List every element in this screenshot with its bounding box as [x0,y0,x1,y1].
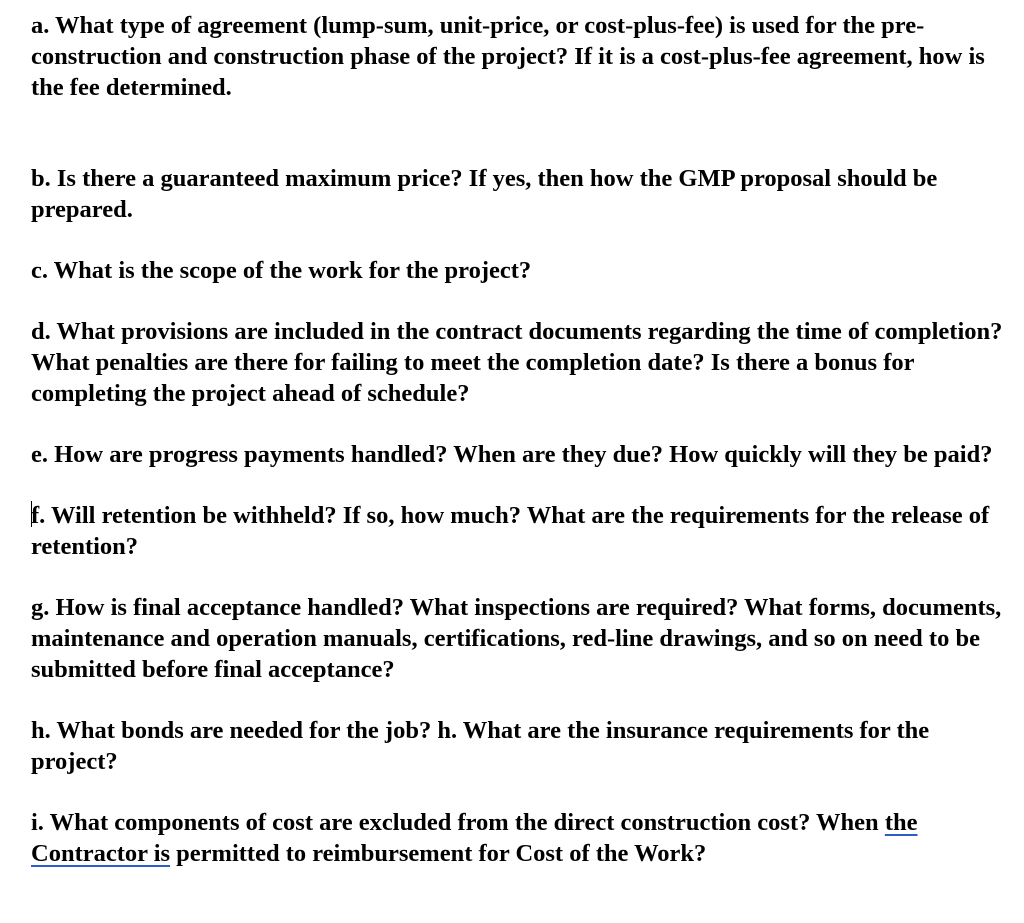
question-b: b. Is there a guaranteed maximum price? If yes, then how the GMP proposal should be prepared. [31,165,938,223]
question-h: h. What bonds are needed for the job? h. What are the insurance requirements for the project? [31,717,930,775]
document-body [31,10,1006,869]
question-i [31,807,1006,869]
question-g: g. How is final acceptance handled? What inspections are required? What forms, documents, maintenance and operation manuals, certifications, red-line drawings, and so on need to be submitted before final acceptance? [31,594,1002,683]
question-i-prefix: i. What components of cost are excluded from the direct construction cost? When [31,809,885,836]
question-f: f. Will retention be withheld? If so, how much? What are the requirements for the release of retention? [31,502,990,560]
question-f-container [31,500,1006,562]
question-e: e. How are progress payments handled? When are they due? How quickly will they be paid? [31,441,993,468]
question-a: a. What type of agreement (lump-sum, unit-price, or cost-plus-fee) is used for the pre-construction and construction phase of the project? If it is a cost-plus-fee agreement, how is the fee determined. [31,12,985,101]
question-c: c. What is the scope of the work for the project? [31,257,532,284]
question-d: d. What provisions are included in the contract documents regarding the time of completion? What penalties are there for failing to meet the completion date? Is there a bonus for completing the project ahead of schedule? [31,318,1003,407]
grammar-flagged-text[interactable]: the Contractor is [31,809,918,867]
question-i-suffix: permitted to reimbursement for Cost of the Work? [170,840,707,867]
